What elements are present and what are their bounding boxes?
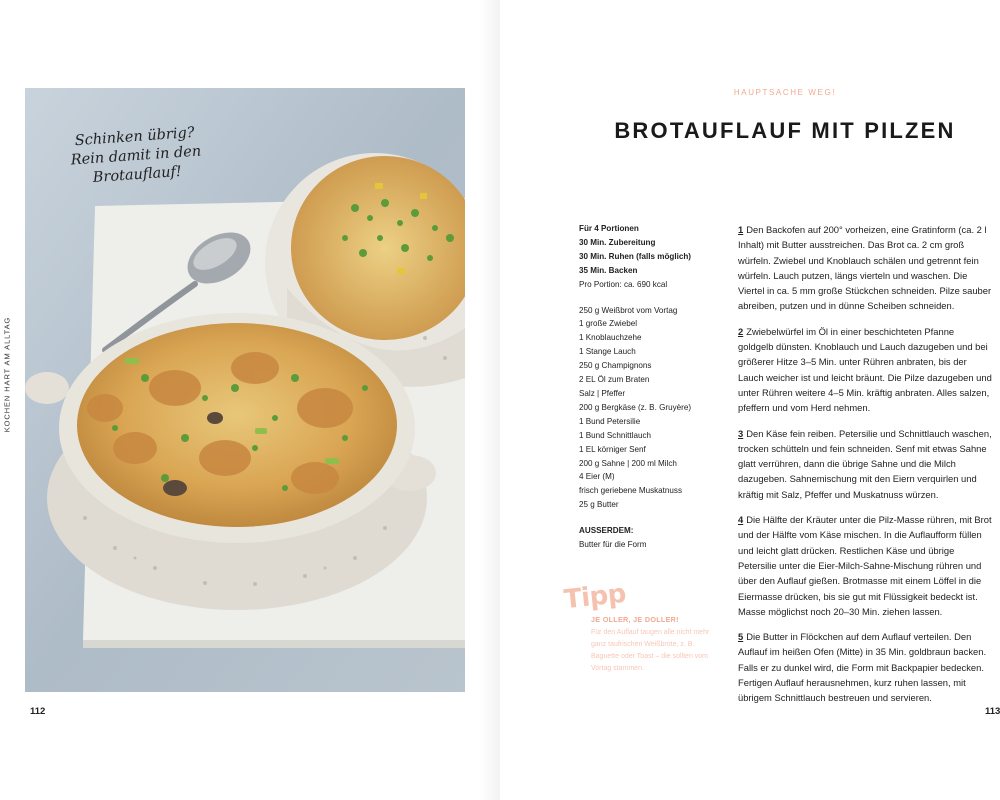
ingredient-item: frisch geriebene Muskatnuss xyxy=(579,486,683,496)
ingredient-item: 200 g Bergkäse (z. B. Gruyère) xyxy=(579,402,692,412)
step xyxy=(738,324,992,416)
step-number: 1 xyxy=(738,224,744,235)
step-number: 5 xyxy=(738,631,744,643)
instructions-column xyxy=(738,222,992,716)
prep-time: 30 Min. Zubereitung xyxy=(579,237,656,247)
calories: Pro Portion: ca. 690 kcal xyxy=(579,279,668,289)
ingredient-item: 200 g Sahne | 200 ml Milch xyxy=(579,458,677,468)
ingredient-item: 250 g Weißbrot vom Vortag xyxy=(579,305,678,315)
page-number-left: 112 xyxy=(30,706,46,717)
extra-item: Butter für die Form xyxy=(579,540,647,550)
ingredient-item: 25 g Butter xyxy=(579,500,619,510)
rest-time: 30 Min. Ruhen (falls möglich) xyxy=(579,251,691,261)
step-number: 2 xyxy=(738,325,744,337)
page-number-right: 113 xyxy=(985,706,1000,717)
ingredient-item: 4 Eier (M) xyxy=(579,472,615,482)
step-number: 3 xyxy=(738,427,744,439)
ingredient-item: 1 Stange Lauch xyxy=(579,347,636,357)
handwritten-line: Schinken übrig? xyxy=(74,124,196,150)
step xyxy=(738,512,992,619)
recipe-title: BROTAUFLAUF MIT PILZEN xyxy=(614,118,956,143)
side-label: KOCHEN HART AM ALLTAG xyxy=(2,316,12,433)
step-text: Den Käse fein reiben. Petersilie und Schnittlauch waschen, trocken schütteln und fein schneiden. Senf mit etwas Sahne glatt verrühren, dann die übrige Sahne und die Milch dazugeben. Sahnemischung mit den Eiern verquirlen und kräftig mit Salz, Pfeffer und Muskatnuss würzen. xyxy=(738,427,992,500)
ingredient-item: Salz | Pfeffer xyxy=(579,388,626,398)
ingredient-item: 1 Bund Petersilie xyxy=(579,416,641,426)
ingredient-item: 1 Knoblauchzehe xyxy=(579,333,642,343)
tip-heading: JE OLLER, JE DOLLER! xyxy=(591,615,679,624)
bake-time: 35 Min. Backen xyxy=(579,265,638,275)
step xyxy=(738,222,992,314)
step-text: Den Backofen auf 200° vorheizen, eine Gratinform (ca. 2 l Inhalt) mit Butter ausstreichen. Das Brot ca. 2 cm groß würfeln. Zwiebel und Knoblauch schälen und getrennt fein würfeln. Lauch putzen, längs vierteln und waschen. Die Viertel in ca. 5 mm große Stückchen schneiden. Pilze sauber abreiben, putzen und in dünne Scheiben schneiden. xyxy=(738,224,992,312)
ingredient-item: 1 große Zwiebel xyxy=(579,319,638,329)
step-text: Zwiebelwürfel im Öl in einer beschichteten Pfanne goldgelb dünsten. Knoblauch und Lauch dazugeben und bei größerer Hitze 3–5 Min. unter Rühren anbraten, bis der Lauch weicher ist und leicht bräunt. Die Pilze dazugeben und unter Rühren weitere 4–5 Min. kräftig anbraten. Alles salzen, pfeffern und vom Herd nehmen. xyxy=(738,325,992,414)
step xyxy=(738,426,992,502)
step-text: Die Hälfte der Kräuter unter die Pilz-Masse rühren, mit Brot und der Hälfte vom Käse mischen. In die Auflaufform füllen und leicht glatt drücken. Restlichen Käse und übrige Petersilie unter die Eier-Milch-Sahne-Mischung rühren und über den Auflauf gießen. Brotmasse mit einem Löffel in die Eiermasse drücken, bis sie gut mit Flüssigkeit bedeckt ist. Masse möglichst noch 20–30 Min. ziehen lassen. xyxy=(738,514,992,617)
step-number: 4 xyxy=(738,514,744,526)
ingredient-item: 1 EL körniger Senf xyxy=(579,444,646,454)
handwritten-line: Rein damit in den xyxy=(70,143,202,169)
handwritten-line: Brotauflauf! xyxy=(92,163,183,187)
handwritten-note xyxy=(54,122,218,190)
tip-label: Tipp xyxy=(562,578,628,616)
step xyxy=(738,629,992,705)
ingredient-item: 2 EL Öl zum Braten xyxy=(579,375,650,385)
ingredient-item: 1 Bund Schnittlauch xyxy=(579,430,651,440)
extra-title: AUSSERDEM: xyxy=(579,526,634,536)
tip-text: Für den Auflauf taugen alle nicht mehr ganz taufrischen Weißbrote, z. B. Baguette oder Toast – die sollten vom Vortag stammen. xyxy=(591,629,710,672)
servings: Für 4 Portionen xyxy=(579,224,639,233)
ingredients-column xyxy=(579,222,719,552)
recipe-kicker: HAUPTSACHE WEG! xyxy=(733,88,837,97)
ingredient-item: 250 g Champignons xyxy=(579,361,652,371)
step-text: Die Butter in Flöckchen auf dem Auflauf verteilen. Den Auflauf im heißen Ofen (Mitte) in 35 Min. goldbraun backen. Falls er zu dunkel wird, die Form mit Backpapier bedecken. Fertigen Auflauf herausnehmen, kurz ruhen lassen, mit übrigem Schnittlauch bestreuen und servieren. xyxy=(738,631,987,704)
